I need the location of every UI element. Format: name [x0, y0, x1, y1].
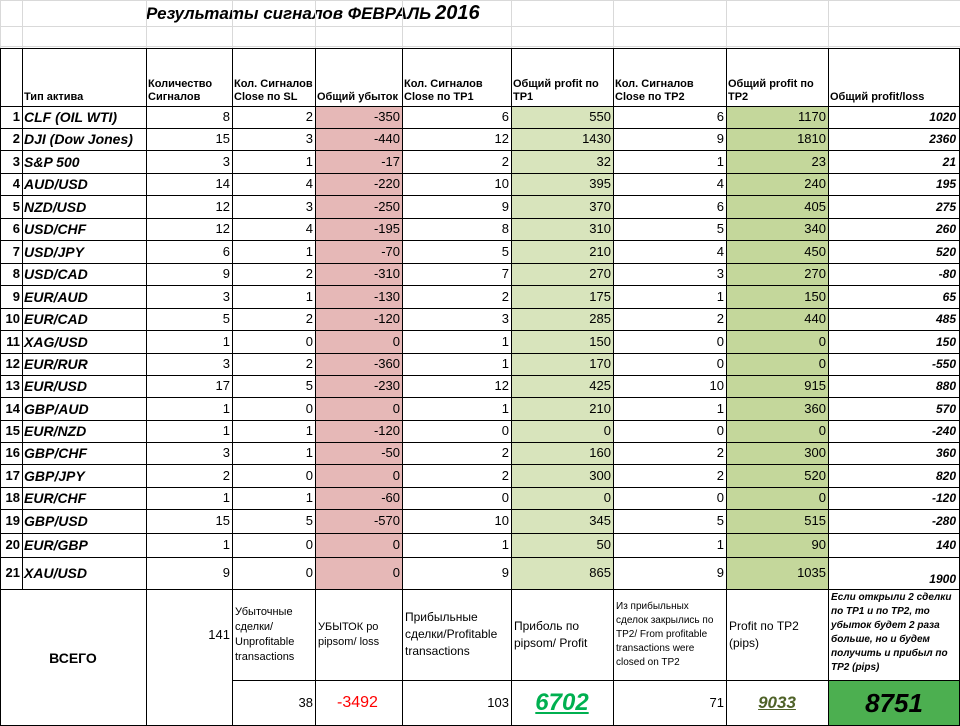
- row-number: 10: [5, 311, 20, 326]
- cell-p1: 285: [511, 308, 613, 330]
- row-number: 14: [5, 400, 20, 416]
- cell-p1: 32: [511, 150, 613, 173]
- row-number: 15: [5, 423, 20, 438]
- cell-count: 6: [222, 243, 230, 259]
- cell-loss: -350: [315, 106, 402, 128]
- cell-sl: 4: [305, 176, 313, 191]
- cell-p2: 150: [726, 285, 828, 308]
- total-loss: -3492: [337, 694, 378, 711]
- asset-name: CLF (OIL WTI): [24, 109, 118, 125]
- cell-p2: 450: [726, 240, 828, 263]
- cell-tp1: 10: [494, 513, 509, 528]
- row-number: 18: [5, 490, 20, 505]
- cell-p2: 23: [726, 150, 828, 173]
- cell-tp2: 0: [716, 356, 724, 371]
- cell-tp1: 5: [501, 243, 509, 259]
- cell-p2: 1035: [726, 557, 828, 589]
- cell-sl: 0: [305, 467, 313, 483]
- cell-loss: -195: [315, 218, 402, 240]
- title-year: 2016: [435, 2, 480, 24]
- cell-p1: 395: [511, 173, 613, 195]
- total-profit-tp1: 6702: [535, 689, 589, 716]
- cell-p2: 360: [726, 397, 828, 420]
- title-text: Результаты сигналов ФЕВРАЛЬ: [146, 4, 432, 23]
- header-tp1-profit: Общий profit по TP1: [513, 78, 599, 103]
- asset-name: EUR/CAD: [24, 311, 88, 327]
- cell-count: 3: [222, 445, 230, 460]
- cell-count: 1: [222, 537, 230, 552]
- cell-count: 1: [222, 333, 230, 349]
- cell-p1: 270: [511, 263, 613, 285]
- cell-p2: 915: [726, 375, 828, 397]
- cell-loss: -50: [315, 442, 402, 464]
- cell-sl: 5: [305, 513, 313, 528]
- cell-tp2: 3: [716, 266, 724, 281]
- cell-tp1: 0: [501, 423, 509, 438]
- header-asset: Тип актива: [24, 91, 84, 103]
- asset-name: USD/JPY: [24, 243, 84, 260]
- cell-total: -240: [931, 424, 956, 438]
- cell-loss: -310: [315, 263, 402, 285]
- cell-p1: 1430: [511, 128, 613, 150]
- cell-p2: 0: [726, 330, 828, 353]
- cell-total: 880: [935, 379, 956, 393]
- cell-loss: -120: [315, 420, 402, 442]
- cell-p1: 150: [511, 330, 613, 353]
- row-number: 16: [5, 445, 20, 460]
- header-tp1-count: Кол. Сигналов Close по TP1: [404, 78, 483, 103]
- cell-p1: 370: [511, 195, 613, 218]
- cell-p2: 340: [726, 218, 828, 240]
- cell-total: 195: [935, 177, 956, 191]
- cell-tp2: 1: [716, 288, 724, 304]
- cell-sl: 1: [305, 445, 313, 460]
- asset-name: EUR/GBP: [24, 537, 88, 553]
- cell-tp2: 9: [716, 565, 724, 580]
- row-number: 6: [12, 221, 20, 236]
- sheet-title: [146, 2, 480, 25]
- cell-total: -120: [931, 491, 956, 505]
- footer-sl-label: Убыточные сделки/ Unprofitable transactions: [235, 605, 295, 663]
- cell-sl: 5: [305, 378, 313, 393]
- cell-count: 3: [222, 288, 230, 304]
- footer-p2-label: Profit по TP2 (pips): [729, 618, 799, 650]
- cell-p2: 1810: [726, 128, 828, 150]
- cell-tp2: 5: [716, 513, 724, 528]
- cell-p1: 865: [511, 557, 613, 589]
- cell-total: 65: [942, 289, 956, 304]
- cell-loss: -120: [315, 308, 402, 330]
- cell-sl: 2: [305, 109, 313, 124]
- asset-name: USD/CAD: [24, 266, 88, 282]
- cell-tp2: 6: [716, 198, 724, 214]
- cell-sl: 1: [305, 288, 313, 304]
- cell-tp2: 5: [716, 221, 724, 236]
- cell-loss: -70: [315, 240, 402, 263]
- footer-p1-label: Приболь по pipsom/ Profit: [514, 618, 588, 650]
- header-tp2-count: Кол. Сигналов Close по TP2: [615, 78, 694, 103]
- cell-sl: 4: [305, 221, 313, 236]
- cell-tp2: 2: [716, 311, 724, 326]
- cell-p2: 520: [726, 464, 828, 487]
- cell-p1: 550: [511, 106, 613, 128]
- row-number: 5: [12, 198, 20, 214]
- asset-name: NZD/USD: [24, 198, 87, 215]
- cell-p1: 310: [511, 218, 613, 240]
- cell-p1: 0: [511, 420, 613, 442]
- asset-name: S&P 500: [24, 153, 80, 170]
- cell-count: 5: [222, 311, 230, 326]
- cell-sl: 2: [305, 356, 313, 371]
- cell-sl: 1: [305, 153, 313, 169]
- asset-name: EUR/NZD: [24, 423, 87, 439]
- footer-loss-label: УБЫТОК po pipsom/ loss: [318, 620, 380, 648]
- cell-sl: 1: [305, 423, 313, 438]
- row-number: 13: [5, 378, 20, 393]
- cell-tp1: 2: [501, 445, 509, 460]
- cell-loss: -360: [315, 353, 402, 375]
- header-sl-count: Кол. Сигналов Close по SL: [234, 78, 313, 103]
- cell-total: 360: [935, 446, 956, 460]
- row-number: 21: [5, 565, 20, 580]
- cell-p2: 270: [726, 263, 828, 285]
- cell-p2: 0: [726, 353, 828, 375]
- cell-loss: 0: [315, 464, 402, 487]
- cell-p2: 515: [726, 509, 828, 533]
- cell-p1: 160: [511, 442, 613, 464]
- cell-tp1: 1: [501, 356, 509, 371]
- cell-count: 17: [215, 378, 230, 393]
- cell-p2: 300: [726, 442, 828, 464]
- cell-count: 1: [222, 400, 230, 416]
- cell-count: 9: [222, 266, 230, 281]
- cell-p1: 170: [511, 353, 613, 375]
- total-profit-tp2: 9033: [758, 693, 796, 712]
- cell-tp2: 0: [716, 333, 724, 349]
- cell-loss: -17: [315, 150, 402, 173]
- cell-tp1: 12: [494, 131, 509, 146]
- cell-tp2: 0: [716, 490, 724, 505]
- row-number: 7: [12, 243, 20, 259]
- cell-total: -280: [931, 514, 956, 528]
- cell-total: 275: [935, 199, 956, 214]
- cell-total: 520: [935, 244, 956, 259]
- cell-total: 485: [935, 312, 956, 326]
- asset-name: EUR/USD: [24, 378, 88, 394]
- cell-tp2: 1: [716, 400, 724, 416]
- cell-p1: 425: [511, 375, 613, 397]
- cell-count: 15: [215, 513, 230, 528]
- cell-tp2: 2: [716, 467, 724, 483]
- row-number: 9: [12, 288, 20, 304]
- cell-p2: 405: [726, 195, 828, 218]
- row-number: 11: [6, 333, 20, 349]
- cell-loss: 0: [315, 330, 402, 353]
- asset-name: DJI (Dow Jones): [24, 131, 133, 147]
- cell-loss: -220: [315, 173, 402, 195]
- cell-tp2: 2: [716, 445, 724, 460]
- total-label: ВСЕГО: [49, 649, 97, 666]
- cell-sl: 0: [305, 333, 313, 349]
- cell-tp2: 1: [716, 537, 724, 552]
- cell-loss: -60: [315, 487, 402, 509]
- cell-count: 1: [222, 423, 230, 438]
- cell-sl: 1: [305, 243, 313, 259]
- asset-name: EUR/CHF: [24, 490, 87, 506]
- cell-total: 820: [935, 468, 956, 483]
- asset-name: EUR/RUR: [24, 356, 88, 372]
- footer-tp1-label: Прибыльные сделки/Profitable transactions: [405, 610, 498, 658]
- asset-name: GBP/AUD: [24, 400, 89, 417]
- row-number: 20: [5, 537, 20, 552]
- cell-tp2: 6: [716, 109, 724, 124]
- cell-tp1: 6: [501, 109, 509, 124]
- cell-total: 21: [942, 154, 956, 169]
- row-number: 2: [12, 131, 20, 146]
- cell-tp1: 3: [501, 311, 509, 326]
- row-number: 1: [12, 109, 20, 124]
- cell-tp1: 12: [494, 378, 509, 393]
- cell-loss: -250: [315, 195, 402, 218]
- row-number: 3: [12, 153, 20, 169]
- asset-name: GBP/USD: [24, 513, 88, 529]
- total-tp2-count: 71: [709, 695, 724, 710]
- asset-name: AUD/USD: [24, 176, 88, 192]
- cell-total: -550: [931, 357, 956, 371]
- footer-note: Если открыли 2 сделки по TP1 и по TP2, то убыток будет 2 раза больше, но и будем получить и прибыл по TP2 (pips): [831, 592, 952, 673]
- cell-tp1: 7: [501, 266, 509, 281]
- asset-name: GBP/JPY: [24, 467, 85, 484]
- cell-p1: 345: [511, 509, 613, 533]
- cell-count: 12: [215, 221, 230, 236]
- cell-p2: 240: [726, 173, 828, 195]
- cell-sl: 0: [305, 565, 313, 580]
- row-number: 4: [12, 176, 20, 191]
- cell-tp1: 9: [501, 565, 509, 580]
- cell-count: 1: [222, 490, 230, 505]
- total-unprofitable: 38: [298, 695, 313, 710]
- row-number: 17: [5, 467, 20, 483]
- cell-sl: 3: [305, 198, 313, 214]
- cell-total: 2360: [929, 132, 956, 146]
- asset-name: XAU/USD: [24, 565, 88, 581]
- cell-p1: 175: [511, 285, 613, 308]
- total-count: 141: [208, 626, 230, 642]
- cell-tp2: 9: [716, 131, 724, 146]
- cell-count: 15: [215, 131, 230, 146]
- cell-tp2: 4: [716, 176, 724, 191]
- cell-p1: 210: [511, 240, 613, 263]
- cell-count: 14: [215, 176, 230, 191]
- cell-count: 12: [215, 198, 230, 214]
- cell-tp1: 1: [501, 333, 509, 349]
- cell-p1: 210: [511, 397, 613, 420]
- cell-total: 150: [935, 334, 956, 349]
- cell-count: 3: [222, 153, 230, 169]
- cell-p2: 0: [726, 487, 828, 509]
- cell-sl: 3: [305, 131, 313, 146]
- asset-name: USD/CHF: [24, 221, 87, 237]
- cell-sl: 2: [305, 311, 313, 326]
- asset-name: XAG/USD: [24, 333, 88, 350]
- cell-p2: 1170: [726, 106, 828, 128]
- header-count: Количество Сигналов: [148, 78, 213, 103]
- cell-loss: 0: [315, 557, 402, 589]
- cell-total: 570: [935, 401, 956, 416]
- cell-loss: -230: [315, 375, 402, 397]
- cell-loss: 0: [315, 397, 402, 420]
- cell-tp1: 10: [494, 176, 509, 191]
- cell-total: 1020: [929, 110, 956, 124]
- cell-loss: 0: [315, 533, 402, 557]
- cell-count: 2: [222, 467, 230, 483]
- cell-tp1: 2: [501, 467, 509, 483]
- asset-name: EUR/AUD: [24, 288, 88, 305]
- cell-loss: -440: [315, 128, 402, 150]
- cell-tp1: 1: [501, 537, 509, 552]
- cell-tp2: 1: [716, 153, 724, 169]
- cell-tp2: 0: [716, 423, 724, 438]
- cell-count: 3: [222, 356, 230, 371]
- cell-tp1: 0: [501, 490, 509, 505]
- cell-total: 260: [935, 222, 956, 236]
- cell-tp2: 10: [709, 378, 724, 393]
- cell-total: 140: [935, 538, 956, 552]
- header-tp2-profit: Общий profit по TP2: [728, 78, 814, 103]
- footer-tp2-label: Из прибыльных сделок закрылись по TP2/ From profitable transactions were closed on TP2: [616, 600, 714, 668]
- grand-total: 8751: [828, 680, 960, 726]
- cell-p2: 90: [726, 533, 828, 557]
- cell-count: 8: [222, 109, 230, 124]
- cell-tp1: 2: [501, 288, 509, 304]
- cell-tp1: 8: [501, 221, 509, 236]
- cell-tp2: 4: [716, 243, 724, 259]
- cell-tp1: 1: [501, 400, 509, 416]
- total-profitable: 103: [487, 695, 509, 710]
- row-number: 8: [12, 266, 20, 281]
- cell-sl: 2: [305, 266, 313, 281]
- header-loss: Общий убыток: [317, 91, 398, 103]
- cell-p1: 50: [511, 533, 613, 557]
- cell-p2: 0: [726, 420, 828, 442]
- cell-p1: 300: [511, 464, 613, 487]
- cell-loss: -570: [315, 509, 402, 533]
- cell-sl: 1: [305, 490, 313, 505]
- asset-name: GBP/CHF: [24, 445, 87, 461]
- cell-tp1: 2: [501, 153, 509, 169]
- cell-loss: -130: [315, 285, 402, 308]
- row-number: 12: [5, 356, 20, 371]
- header-total: Общий profit/loss: [830, 91, 925, 103]
- cell-tp1: 9: [501, 198, 509, 214]
- cell-p1: 0: [511, 487, 613, 509]
- row-number: 19: [5, 513, 20, 528]
- cell-total: -80: [938, 267, 956, 281]
- cell-count: 9: [222, 565, 230, 580]
- cell-total: 1900: [929, 572, 956, 586]
- cell-sl: 0: [305, 400, 313, 416]
- cell-p2: 440: [726, 308, 828, 330]
- cell-sl: 0: [305, 537, 313, 552]
